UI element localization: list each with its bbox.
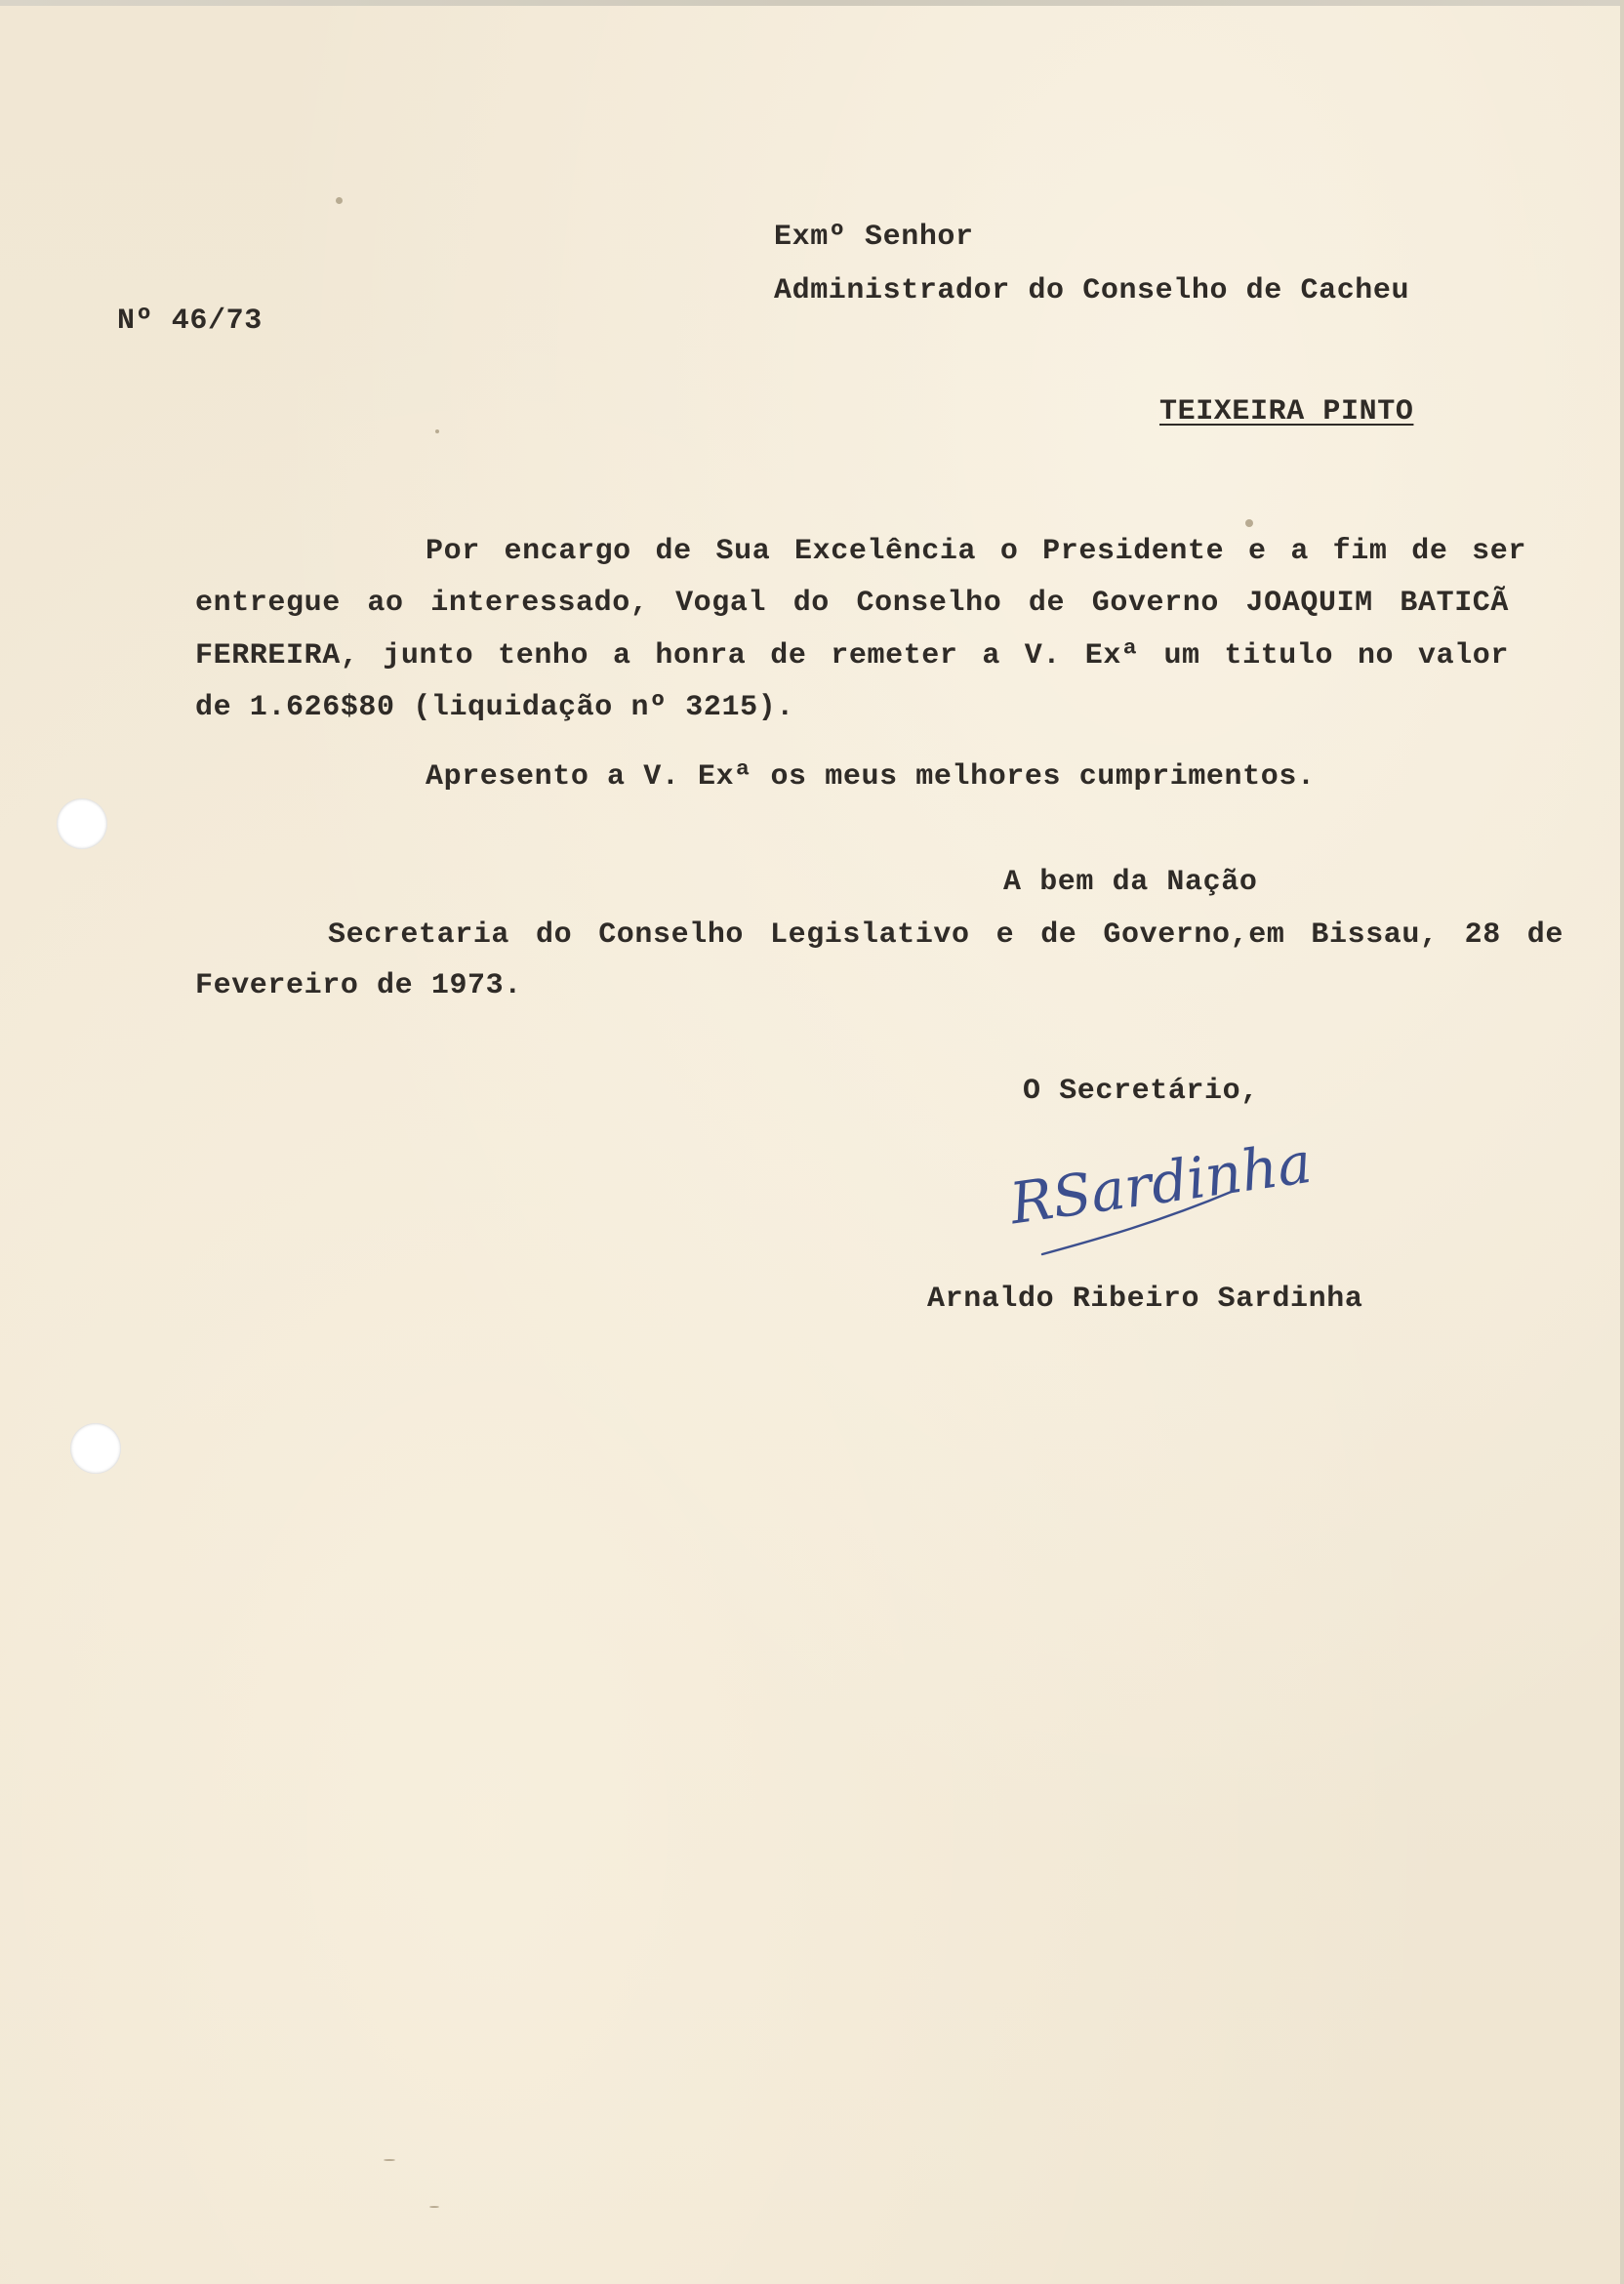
paper-right-edge	[1620, 0, 1624, 2284]
paragraph-1-line-2: entregue ao interessado, Vogal do Conselho de Governo JOAQUIM BATICÃ	[195, 587, 1509, 620]
addressee-title: Administrador do Conselho de Cacheu	[774, 274, 1410, 307]
paper-stain	[435, 429, 439, 433]
closing-motto: A bem da Nação	[1003, 866, 1258, 899]
paper-stain	[429, 2206, 439, 2208]
reference-number: Nº 46/73	[117, 305, 263, 338]
paragraph-2: Apresento a V. Exª os meus melhores cumprimentos.	[426, 760, 1316, 794]
signatory-title: O Secretário,	[1023, 1075, 1259, 1108]
paragraph-1-line-3: FERREIRA, junto tenho a honra de remeter a V. Exª um titulo no valor	[195, 639, 1509, 673]
addressee-salutation: Exmº Senhor	[774, 221, 974, 254]
place-date-line-2: Fevereiro de 1973.	[195, 969, 522, 1002]
paper-stain	[1245, 519, 1253, 527]
paragraph-1-line-4: de 1.626$80 (liquidação nº 3215).	[195, 691, 794, 724]
paper-top-edge	[0, 0, 1624, 6]
paragraph-1-line-1: Por encargo de Sua Excelência o Presidente e a fim de ser	[426, 535, 1526, 568]
punch-hole-upper	[57, 798, 107, 849]
signature-text: RSardinha	[1005, 1128, 1316, 1238]
signatory-name: Arnaldo Ribeiro Sardinha	[927, 1283, 1363, 1316]
punch-hole-lower	[70, 1423, 121, 1474]
handwritten-signature	[1003, 1128, 1316, 1269]
paper-stain	[384, 2159, 395, 2161]
addressee-location: TEIXEIRA PINTO	[1159, 395, 1414, 428]
paper-stain	[336, 197, 343, 204]
place-date-line-1: Secretaria do Conselho Legislativo e de Governo,em Bissau, 28 de	[328, 918, 1563, 952]
